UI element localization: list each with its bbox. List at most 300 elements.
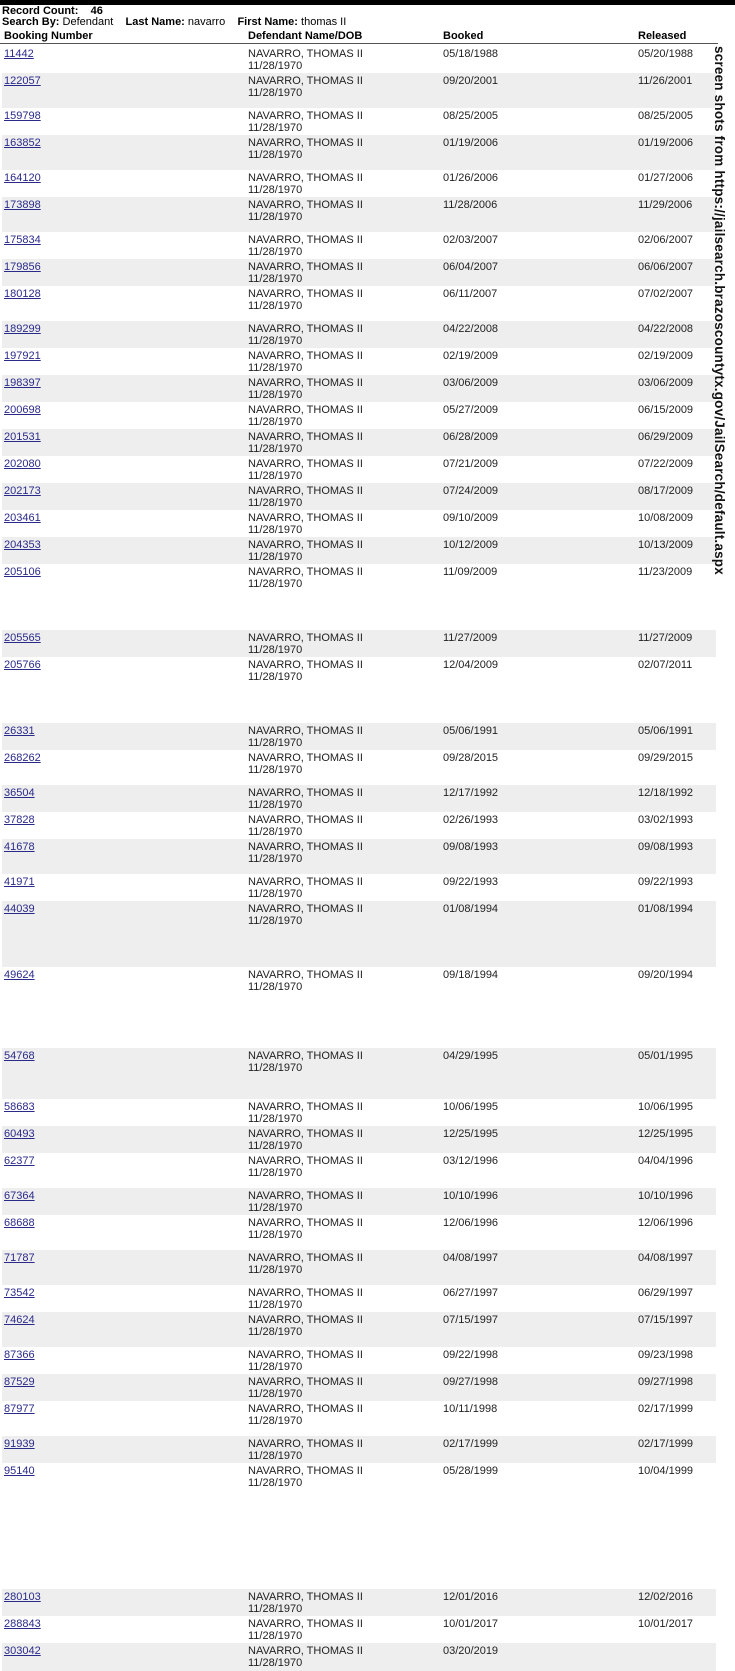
record-count-value: 46 [90,5,103,17]
booked-date: 12/25/1995 [443,1128,499,1140]
table-row [2,1347,716,1374]
defendant-dob: 11/28/1970 [248,915,303,927]
defendant-cell [248,234,363,258]
table-header [0,30,718,44]
booked-date: 10/12/2009 [443,539,499,551]
booking-number-link[interactable]: 202080 [4,458,41,470]
booked-date: 09/22/1998 [443,1349,499,1361]
table-row [2,657,716,723]
defendant-cell [248,841,363,865]
defendant-name: NAVARRO, THOMAS II [248,1314,363,1326]
defendant-dob: 11/28/1970 [248,1167,303,1179]
search-by-label: Search By: [2,16,60,28]
defendant-name: NAVARRO, THOMAS II [248,377,363,389]
defendant-name: NAVARRO, THOMAS II [248,458,363,470]
defendant-dob: 11/28/1970 [248,1477,303,1489]
booking-number-link[interactable]: 37828 [4,814,35,826]
released-date: 06/29/2009 [638,431,694,443]
defendant-name: NAVARRO, THOMAS II [248,199,363,211]
defendant-name: NAVARRO, THOMAS II [248,876,363,888]
released-date: 09/27/1998 [638,1376,694,1388]
booked-date: 10/01/2017 [443,1618,499,1630]
booking-number-link[interactable]: 180128 [4,288,41,300]
defendant-cell [248,1190,363,1214]
table-row [2,1616,716,1643]
released-date: 11/27/2009 [638,632,693,644]
booked-date: 06/28/2009 [443,431,499,443]
booking-number-link[interactable]: 68688 [4,1217,35,1229]
released-date: 02/17/1999 [638,1403,694,1415]
released-date: 11/29/2006 [638,199,693,211]
booked-date: 04/08/1997 [443,1252,499,1264]
defendant-dob: 11/28/1970 [248,122,303,134]
released-date: 10/06/1995 [638,1101,694,1113]
table-row [2,839,716,874]
table-row [2,1312,716,1347]
booking-number-link[interactable]: 58683 [4,1101,35,1113]
released-date: 09/23/1998 [638,1349,694,1361]
table-row [2,1188,716,1215]
defendant-cell [248,814,363,838]
defendant-name: NAVARRO, THOMAS II [248,1376,363,1388]
released-date: 10/04/1999 [638,1465,694,1477]
table-row [2,1215,716,1250]
released-date: 04/04/1996 [638,1155,694,1167]
defendant-cell [248,350,363,374]
table-row [2,402,716,429]
released-date: 06/15/2009 [638,404,694,416]
defendant-dob: 11/28/1970 [248,416,303,428]
defendant-dob: 11/28/1970 [248,1299,303,1311]
defendant-dob: 11/28/1970 [248,578,303,590]
defendant-dob: 11/28/1970 [248,737,303,749]
table-row [2,170,716,197]
table-row [2,812,716,839]
booking-number-link[interactable]: 87529 [4,1376,35,1388]
booking-number-link[interactable]: 159798 [4,110,41,122]
defendant-cell [248,876,363,900]
table-row [2,456,716,483]
defendant-name: NAVARRO, THOMAS II [248,1155,363,1167]
defendant-cell [248,458,363,482]
booked-date: 12/17/1992 [443,787,499,799]
released-date: 11/26/2001 [638,75,693,87]
released-date: 09/29/2015 [638,752,694,764]
booked-date: 07/24/2009 [443,485,499,497]
defendant-cell [248,1252,363,1276]
booked-date: 06/11/2007 [443,288,498,300]
booking-number-link[interactable]: 268262 [4,752,41,764]
defendant-cell [248,1155,363,1179]
defendant-cell [248,1376,363,1400]
defendant-cell [248,1618,363,1642]
booked-date: 06/27/1997 [443,1287,499,1299]
defendant-dob: 11/28/1970 [248,853,303,865]
booking-number-link[interactable]: 49624 [4,969,35,981]
defendant-name: NAVARRO, THOMAS II [248,659,363,671]
released-date: 02/07/2011 [638,659,693,671]
booked-date: 04/29/1995 [443,1050,499,1062]
defendant-cell [248,288,363,312]
released-date: 12/25/1995 [638,1128,694,1140]
defendant-dob: 11/28/1970 [248,1657,303,1669]
released-date: 06/06/2007 [638,261,694,273]
defendant-dob: 11/28/1970 [248,551,303,563]
booking-number-link[interactable]: 67364 [4,1190,35,1202]
defendant-name: NAVARRO, THOMAS II [248,172,363,184]
defendant-dob: 11/28/1970 [248,1361,303,1373]
released-date: 10/13/2009 [638,539,694,551]
released-date: 11/23/2009 [638,566,693,578]
defendant-dob: 11/28/1970 [248,1202,303,1214]
defendant-name: NAVARRO, THOMAS II [248,725,363,737]
defendant-dob: 11/28/1970 [248,362,303,374]
defendant-cell [248,787,363,811]
defendant-cell [248,75,363,99]
booking-number-link[interactable]: 198397 [4,377,41,389]
released-date: 02/19/2009 [638,350,694,362]
released-date: 06/29/1997 [638,1287,694,1299]
defendant-cell [248,48,363,72]
released-date: 02/06/2007 [638,234,694,246]
defendant-dob: 11/28/1970 [248,470,303,482]
defendant-name: NAVARRO, THOMAS II [248,1050,363,1062]
defendant-cell [248,1591,363,1615]
released-date: 08/25/2005 [638,110,694,122]
booked-date: 12/01/2016 [443,1591,499,1603]
table-row [2,1589,716,1616]
table-row [2,1099,716,1126]
released-date: 05/01/1995 [638,1050,694,1062]
booked-date: 12/04/2009 [443,659,499,671]
booking-number-link[interactable]: 175834 [4,234,41,246]
booking-number-link[interactable]: 280103 [4,1591,41,1603]
table-row [2,1643,716,1671]
released-date: 04/22/2008 [638,323,694,335]
released-date: 07/02/2007 [638,288,694,300]
table-row [2,967,716,1048]
booked-date: 03/20/2019 [443,1645,499,1657]
released-date: 09/08/1993 [638,841,694,853]
booking-number-link[interactable]: 205565 [4,632,41,644]
booking-number-link[interactable]: 122057 [4,75,41,87]
booked-date: 11/09/2009 [443,566,498,578]
defendant-cell [248,199,363,223]
booking-number-link[interactable]: 201531 [4,431,41,443]
booked-date: 12/06/1996 [443,1217,499,1229]
booking-number-link[interactable]: 26331 [4,725,35,737]
defendant-dob: 11/28/1970 [248,246,303,258]
defendant-name: NAVARRO, THOMAS II [248,1438,363,1450]
table-row [2,135,716,170]
released-date: 05/06/1991 [638,725,694,737]
booking-number-link[interactable]: 91939 [4,1438,35,1450]
defendant-cell [248,1050,363,1074]
last-name-value: navarro [187,16,226,28]
booked-date: 10/11/1998 [443,1403,498,1415]
booked-date: 07/21/2009 [443,458,499,470]
defendant-cell [248,261,363,285]
defendant-name: NAVARRO, THOMAS II [248,1645,363,1657]
defendant-cell [248,323,363,347]
defendant-name: NAVARRO, THOMAS II [248,1349,363,1361]
released-date: 07/22/2009 [638,458,694,470]
search-by-value: Defendant [62,16,114,28]
booked-date: 11/27/2009 [443,632,498,644]
booked-date: 10/06/1995 [443,1101,499,1113]
defendant-cell [248,566,363,590]
defendant-cell [248,377,363,401]
booked-date: 02/17/1999 [443,1438,499,1450]
table-row [2,375,716,402]
booking-number-link[interactable]: 163852 [4,137,41,149]
table-row [2,483,716,510]
booking-number-link[interactable]: 41678 [4,841,35,853]
booking-number-link[interactable]: 54768 [4,1050,35,1062]
defendant-dob: 11/28/1970 [248,443,303,455]
defendant-name: NAVARRO, THOMAS II [248,1287,363,1299]
defendant-cell [248,752,363,776]
defendant-name: NAVARRO, THOMAS II [248,814,363,826]
booked-date: 05/28/1999 [443,1465,499,1477]
defendant-dob: 11/28/1970 [248,497,303,509]
defendant-name: NAVARRO, THOMAS II [248,969,363,981]
defendant-cell [248,903,363,927]
booked-date: 02/26/1993 [443,814,499,826]
defendant-cell [248,1438,363,1462]
booked-date: 09/20/2001 [443,75,499,87]
released-date: 10/01/2017 [638,1618,694,1630]
defendant-dob: 11/28/1970 [248,149,303,161]
booking-number-link[interactable]: 173898 [4,199,41,211]
released-date: 10/10/1996 [638,1190,694,1202]
booked-date: 09/18/1994 [443,969,499,981]
booked-date: 01/08/1994 [443,903,499,915]
defendant-cell [248,539,363,563]
defendant-cell [248,1128,363,1152]
defendant-name: NAVARRO, THOMAS II [248,404,363,416]
booking-number-link[interactable]: 41971 [4,876,35,888]
booked-date: 05/18/1988 [443,48,499,60]
booked-date: 08/25/2005 [443,110,499,122]
released-date: 07/15/1997 [638,1314,694,1326]
defendant-dob: 11/28/1970 [248,1113,303,1125]
defendant-name: NAVARRO, THOMAS II [248,1101,363,1113]
table-row [2,901,716,967]
defendant-cell [248,659,363,683]
defendant-dob: 11/28/1970 [248,1450,303,1462]
defendant-dob: 11/28/1970 [248,1264,303,1276]
released-date: 03/06/2009 [638,377,694,389]
booking-number-link[interactable]: 62377 [4,1155,35,1167]
table-row [2,1126,716,1153]
booked-date: 01/19/2006 [443,137,499,149]
booked-date: 09/10/2009 [443,512,499,524]
booking-number-link[interactable]: 87366 [4,1349,35,1361]
booking-number-link[interactable]: 203461 [4,512,41,524]
table-row [2,1463,716,1589]
defendant-cell [248,1465,363,1489]
defendant-dob: 11/28/1970 [248,1415,303,1427]
defendant-dob: 11/28/1970 [248,671,303,683]
table-row [2,750,716,785]
booked-date: 05/27/2009 [443,404,499,416]
defendant-name: NAVARRO, THOMAS II [248,1403,363,1415]
defendant-name: NAVARRO, THOMAS II [248,350,363,362]
defendant-dob: 11/28/1970 [248,644,303,656]
booking-number-link[interactable]: 11442 [4,48,34,60]
defendant-cell [248,404,363,428]
column-header-booking: Booking Number [4,30,93,42]
column-header-defendant: Defendant Name/DOB [248,30,363,42]
defendant-name: NAVARRO, THOMAS II [248,261,363,273]
column-header-released: Released [638,30,687,42]
record-count-label: Record Count: [2,5,79,17]
table-row [2,1374,716,1401]
table-row [2,1250,716,1285]
defendant-name: NAVARRO, THOMAS II [248,137,363,149]
defendant-dob: 11/28/1970 [248,981,303,993]
booking-number-link[interactable]: 204353 [4,539,41,551]
booked-date: 06/04/2007 [443,261,499,273]
booked-date: 02/19/2009 [443,350,499,362]
table-row [2,537,716,564]
booking-number-link[interactable]: 71787 [4,1252,35,1264]
defendant-name: NAVARRO, THOMAS II [248,75,363,87]
table-row [2,73,716,108]
table-row [2,321,716,348]
booking-number-link[interactable]: 202173 [4,485,41,497]
booked-date: 04/22/2008 [443,323,499,335]
booking-number-link[interactable]: 36504 [4,787,35,799]
released-date: 04/08/1997 [638,1252,694,1264]
defendant-name: NAVARRO, THOMAS II [248,566,363,578]
booking-number-link[interactable]: 164120 [4,172,41,184]
defendant-name: NAVARRO, THOMAS II [248,485,363,497]
booking-number-link[interactable]: 200698 [4,404,41,416]
released-date: 05/20/1988 [638,48,694,60]
booking-number-link[interactable]: 288843 [4,1618,41,1630]
defendant-name: NAVARRO, THOMAS II [248,841,363,853]
booking-number-link[interactable]: 179856 [4,261,41,273]
released-date: 03/02/1993 [638,814,694,826]
defendant-name: NAVARRO, THOMAS II [248,1128,363,1140]
defendant-name: NAVARRO, THOMAS II [248,110,363,122]
table-row [2,348,716,375]
released-date: 01/19/2006 [638,137,694,149]
defendant-name: NAVARRO, THOMAS II [248,48,363,60]
defendant-dob: 11/28/1970 [248,799,303,811]
defendant-cell [248,1403,363,1427]
first-name-value: thomas II [301,16,347,28]
defendant-name: NAVARRO, THOMAS II [248,1618,363,1630]
table-row [2,510,716,537]
defendant-name: NAVARRO, THOMAS II [248,632,363,644]
booked-date: 02/03/2007 [443,234,499,246]
defendant-name: NAVARRO, THOMAS II [248,288,363,300]
booked-date: 03/12/1996 [443,1155,499,1167]
defendant-dob: 11/28/1970 [248,1603,303,1615]
defendant-cell [248,485,363,509]
last-name-label: Last Name: [125,16,185,28]
table-row [2,874,716,901]
defendant-cell [248,137,363,161]
defendant-cell [248,1287,363,1311]
defendant-dob: 11/28/1970 [248,389,303,401]
defendant-name: NAVARRO, THOMAS II [248,431,363,443]
column-header-booked: Booked [443,30,484,42]
defendant-dob: 11/28/1970 [248,826,303,838]
booked-date: 01/26/2006 [443,172,499,184]
table-row [2,46,716,73]
table-row [2,564,716,630]
defendant-name: NAVARRO, THOMAS II [248,539,363,551]
defendant-cell [248,172,363,196]
table-row [2,286,716,321]
table-row [2,1285,716,1312]
booked-date: 09/27/1998 [443,1376,499,1388]
released-date: 12/06/1996 [638,1217,694,1229]
defendant-cell [248,969,363,993]
booked-date: 07/15/1997 [443,1314,499,1326]
booking-number-link[interactable]: 197921 [4,350,41,362]
defendant-dob: 11/28/1970 [248,1326,303,1338]
released-date: 09/20/1994 [638,969,694,981]
defendant-name: NAVARRO, THOMAS II [248,1591,363,1603]
booking-number-link[interactable]: 95140 [4,1465,35,1477]
booking-number-link[interactable]: 60493 [4,1128,35,1140]
defendant-cell [248,512,363,536]
booked-date: 05/06/1991 [443,725,499,737]
booking-number-link[interactable]: 189299 [4,323,41,335]
released-date: 01/08/1994 [638,903,694,915]
search-criteria [2,16,346,28]
booked-date: 03/06/2009 [443,377,499,389]
defendant-dob: 11/28/1970 [248,184,303,196]
defendant-dob: 11/28/1970 [248,60,303,72]
defendant-dob: 11/28/1970 [248,335,303,347]
table-row [2,108,716,135]
defendant-dob: 11/28/1970 [248,273,303,285]
defendant-dob: 11/28/1970 [248,300,303,312]
defendant-cell [248,1314,363,1338]
booking-number-link[interactable]: 205106 [4,566,41,578]
defendant-cell [248,1645,363,1669]
released-date: 01/27/2006 [638,172,694,184]
defendant-name: NAVARRO, THOMAS II [248,323,363,335]
defendant-name: NAVARRO, THOMAS II [248,1465,363,1477]
first-name-label: First Name: [237,16,298,28]
defendant-name: NAVARRO, THOMAS II [248,234,363,246]
booked-date: 09/28/2015 [443,752,499,764]
booking-number-link[interactable]: 87977 [4,1403,35,1415]
table-row [2,785,716,812]
defendant-cell [248,1349,363,1373]
released-date: 08/17/2009 [638,485,694,497]
released-date: 09/22/1993 [638,876,694,888]
booked-date: 10/10/1996 [443,1190,499,1202]
booking-number-link[interactable]: 205766 [4,659,41,671]
booking-number-link[interactable]: 303042 [4,1645,41,1657]
booking-number-link[interactable]: 73542 [4,1287,35,1299]
defendant-name: NAVARRO, THOMAS II [248,787,363,799]
released-date: 02/17/1999 [638,1438,694,1450]
booking-number-link[interactable]: 44039 [4,903,35,915]
defendant-dob: 11/28/1970 [248,1630,303,1642]
booking-number-link[interactable]: 74624 [4,1314,35,1326]
released-date: 12/02/2016 [638,1591,694,1603]
booked-date: 11/28/2006 [443,199,498,211]
